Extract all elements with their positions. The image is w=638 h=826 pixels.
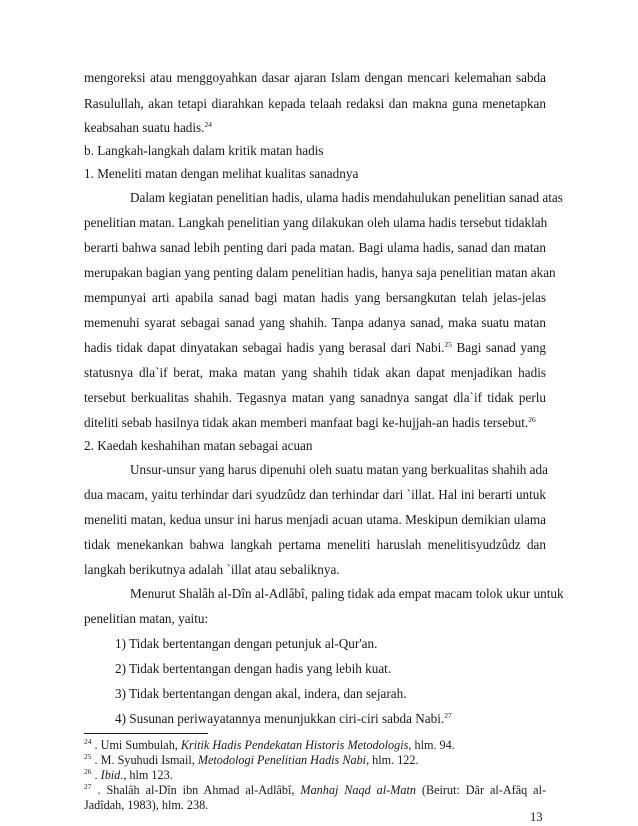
list-item: 3) Tidak bertentangan dengan akal, indera, dan sejarah. <box>115 686 407 701</box>
body-line: mempunyai arti apabila sanad bagi matan hadis yang bersangkutan telah jelas-jelas <box>84 290 546 305</box>
paragraph-first-line: Dalam kegiatan penelitian hadis, ulama hadis mendahulukan penelitian sanad atas <box>130 190 563 205</box>
body-line: Rasulullah, akan tetapi diarahkan kepada telaah redaksi dan makna guna menetapkan <box>84 96 546 111</box>
footnote-text: ., hlm 123. <box>120 768 173 782</box>
body-line: langkah berikutnya adalah `illat atau sebaliknya. <box>84 562 340 577</box>
paragraph-first-line: Unsur-unsur yang harus dipenuhi oleh suatu matan yang berkualitas shahih ada <box>130 462 548 477</box>
footnote-title: Metodologi Penelitian Hadis Nabi <box>197 753 367 767</box>
body-line: penelitian matan. Langkah penelitian yang dilakukan oleh ulama hadis tersebut tidaklah <box>84 215 548 230</box>
page-number: 13 <box>530 810 543 824</box>
footnote-number: 27 <box>84 782 92 791</box>
footnote-ref: 25 <box>444 340 453 349</box>
body-line: memenuhi syarat sebagai sanad yang shahih. Tanpa adanya sanad, maka suatu matan <box>84 315 546 330</box>
body-line: tersebut berkualitas shahih. Tegasnya matan yang sanadnya sangat dla`if tidak perlu <box>84 390 546 405</box>
footnote-25 <box>84 753 546 768</box>
footnote-text: . Shalâh al-Dîn ibn Ahmad al-Adlâbî, <box>91 783 301 797</box>
list-item: 2) Tidak bertentangan dengan hadis yang lebih kuat. <box>115 661 392 676</box>
footnote-ref: 27 <box>444 711 452 720</box>
footnote-text: , hlm. 122. <box>366 753 419 767</box>
footnote-title: Ibid <box>100 768 121 782</box>
line-text: keabsahan suatu hadis. <box>84 120 205 135</box>
line-text: Bagi sanad yang <box>452 340 546 355</box>
body-line: merupakan bagian yang penting dalam penelitian hadis, hanya saja penelitian matan akan <box>84 265 556 280</box>
body-line: dua macam, yaitu terhindar dari syudzûdz dan terhindar dari `illat. Hal ini berarti untuk <box>84 487 546 502</box>
list-item: 1) Tidak bertentangan dengan petunjuk al-Qur'an. <box>115 636 378 651</box>
footnote-number: 25 <box>84 752 92 761</box>
footnote-text: . M. Syuhudi Ismail, <box>91 753 198 767</box>
footnote-ref: 26 <box>528 415 536 424</box>
body-line <box>84 415 546 431</box>
body-line: penelitian matan, yaitu: <box>84 611 209 626</box>
body-line: tidak menekankan bahwa langkah pertama meneliti haruslah menelitisyudzûdz dan <box>84 537 546 552</box>
footnote-number: 24 <box>84 737 92 746</box>
subsection-heading: 2. Kaedah keshahihan matan sebagai acuan <box>84 438 313 453</box>
footnote-27 <box>84 783 546 798</box>
subsection-heading: 1. Meneliti matan dengan melihat kualitas sanadnya <box>84 166 359 181</box>
body-line: mengoreksi atau menggoyahkan dasar ajaran Islam dengan mencari kelemahan sabda <box>84 70 546 85</box>
body-line: berarti bahwa sanad lebih penting dari pada matan. Bagi ulama hadis, sanad dan matan <box>84 240 546 255</box>
body-line: statusnya dla`if berat, maka matan yang shahih tidak akan dapat menjadikan hadis <box>84 365 546 380</box>
footnote-number: 26 <box>84 767 92 776</box>
line-text: hadis tidak dapat dinyatakan sebagai hadis yang berasal dari Nabi. <box>84 340 445 355</box>
section-heading: b. Langkah-langkah dalam kritik matan hadis <box>84 143 324 158</box>
line-text: 4) Susunan periwayatannya menunjukkan ciri-ciri sabda Nabi. <box>115 711 445 726</box>
line-text: diteliti sebab hasilnya tidak akan memberi manfaat bagi ke-hujjah-an hadis tersebut. <box>84 415 529 430</box>
footnote-title: Kritik Hadis Pendekatan Historis Metodologis <box>180 738 409 752</box>
footnote-text: (Beirut: Dâr al-Afâq al- <box>415 783 547 797</box>
list-item <box>115 711 545 727</box>
paragraph-first-line: Menurut Shalâh al-Dîn al-Adlâbî, paling tidak ada empat macam tolok ukur untuk <box>130 586 564 601</box>
footnote-26 <box>84 768 546 783</box>
footnote-ref: 24 <box>204 120 212 129</box>
body-line <box>84 340 546 356</box>
body-line <box>84 120 546 136</box>
footnote-title: Manhaj Naqd al-Matn <box>300 783 416 797</box>
footnote-separator <box>84 733 208 734</box>
footnote-24 <box>84 738 546 753</box>
footnote-27-continuation: Jadîdah, 1983), hlm. 238. <box>84 798 209 812</box>
footnote-text: . <box>91 768 101 782</box>
body-line: meneliti matan, kedua unsur ini harus menjadi acuan utama. Meskipun demikian ulama <box>84 512 546 527</box>
footnote-text: , hlm. 94. <box>408 738 455 752</box>
footnote-text: . Umi Sumbulah, <box>91 738 181 752</box>
